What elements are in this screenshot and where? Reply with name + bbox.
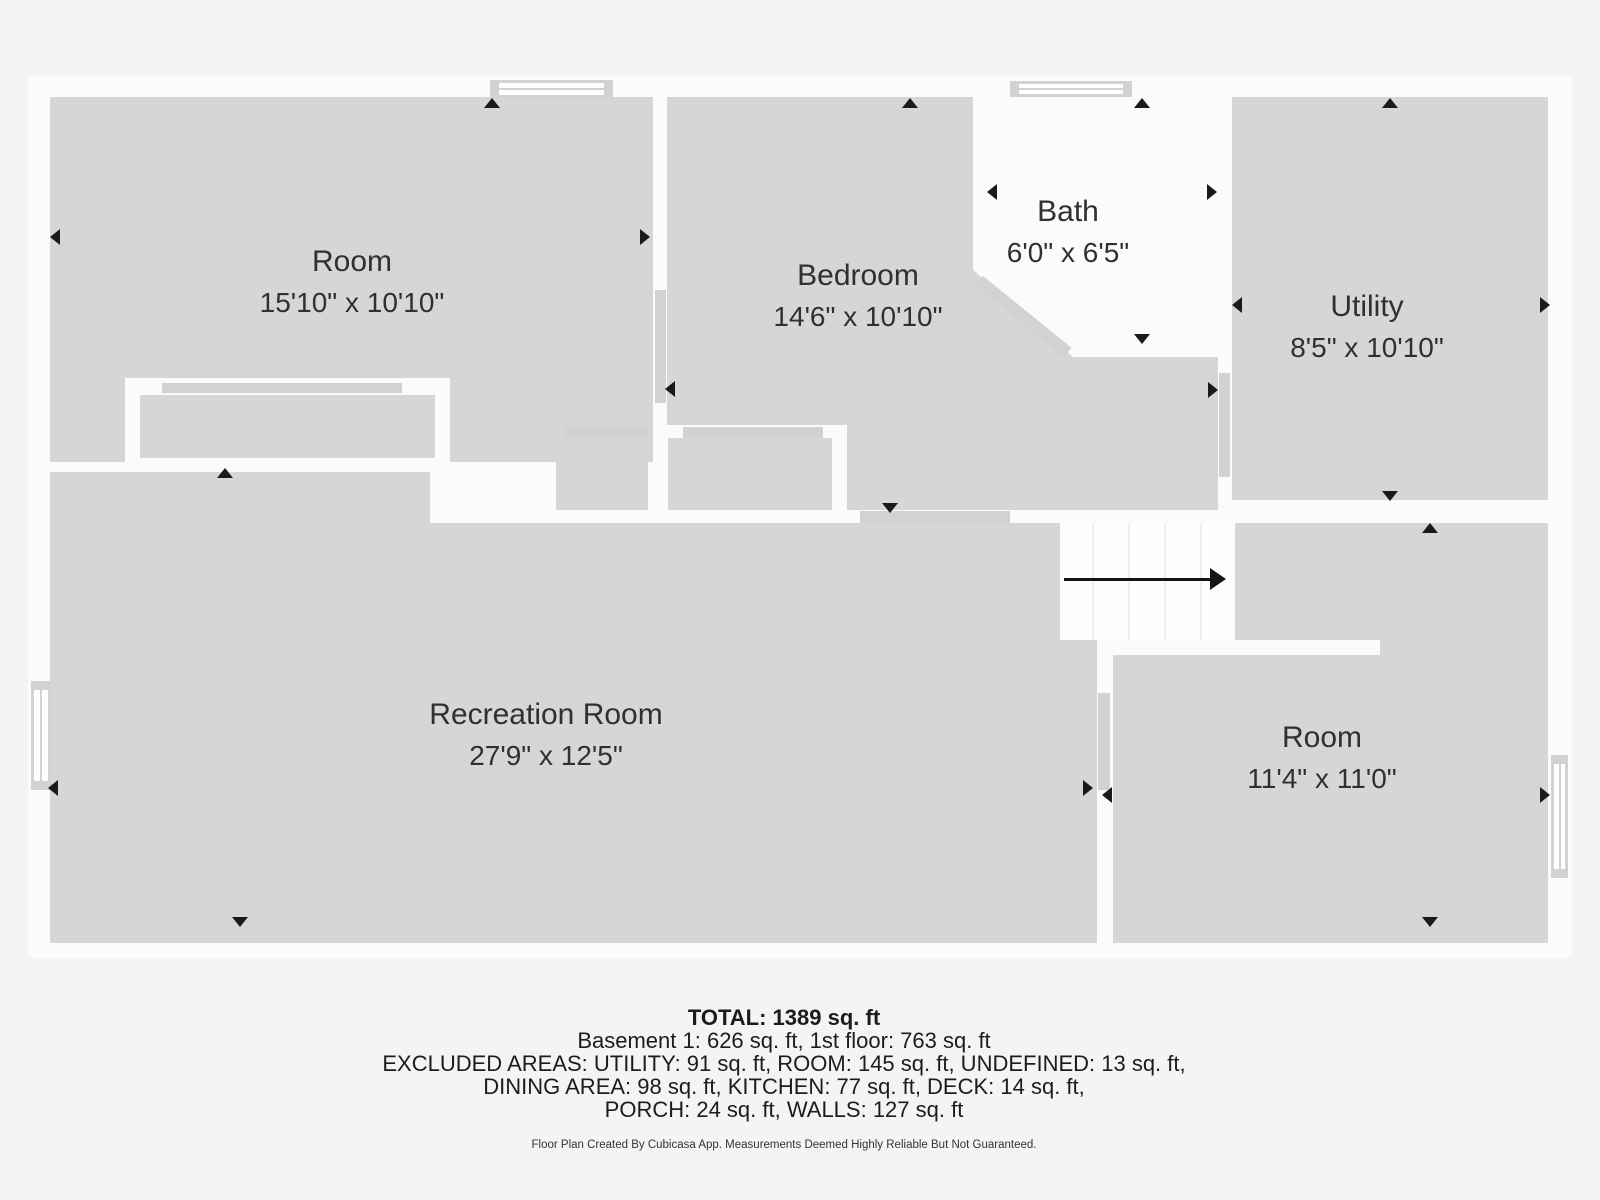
- direction-marker: [665, 381, 675, 397]
- window-mullion: [499, 88, 604, 90]
- direction-marker: [232, 917, 248, 927]
- room-name: Bedroom: [797, 259, 919, 292]
- closet-2-floor: [668, 438, 832, 510]
- direction-marker: [1134, 98, 1150, 108]
- room-bottom-right-floor-left: [1113, 655, 1235, 943]
- direction-marker: [882, 503, 898, 513]
- room-dimensions: 8'5" x 10'10": [1290, 332, 1444, 363]
- staircase: [1060, 523, 1235, 640]
- area-summary: [0, 1006, 1568, 1152]
- closet-1-window-bar: [565, 427, 648, 438]
- stairs-direction-arrow-icon: [1064, 578, 1212, 581]
- direction-marker: [640, 229, 650, 245]
- window-room-bottom-right: [1551, 755, 1568, 878]
- room-name: Room: [311, 245, 393, 278]
- direction-marker: [217, 468, 233, 478]
- room-dimensions: 27'9" x 12'5": [469, 740, 623, 771]
- direction-marker: [48, 780, 58, 796]
- excluded-areas-text: EXCLUDED AREAS: UTILITY: 91 sq. ft, ROOM: 145 sq. ft, UNDEFINED: 13 sq. ft,: [382, 1051, 1186, 1076]
- window-recreation-left: [31, 681, 51, 790]
- room-label-bath: [868, 191, 1268, 273]
- room-label-utility: [1167, 286, 1567, 368]
- door-hallway-utility: [1219, 373, 1230, 477]
- room-dimensions: 6'0" x 6'5": [1006, 237, 1130, 268]
- total-area-text: TOTAL: 1389 sq. ft: [687, 1005, 881, 1030]
- closet-1-floor: [556, 438, 648, 510]
- room-name: Utility: [1330, 290, 1404, 323]
- wall-room-bottom-right-top: [1097, 640, 1380, 655]
- direction-marker: [1208, 382, 1218, 398]
- stair-tread: [1200, 523, 1202, 640]
- stair-tread: [1164, 523, 1166, 640]
- room-dimensions: 14'6" x 10'10": [773, 301, 943, 332]
- disclaimer-text: Floor Plan Created By Cubicasa App. Measurements Deemed Highly Reliable But Not Guaranteed.: [531, 1139, 1037, 1151]
- stair-tread: [1128, 523, 1130, 640]
- direction-marker: [1422, 917, 1438, 927]
- room-label-top-left: [152, 241, 552, 323]
- room-dimensions: 11'4" x 11'0": [1247, 763, 1397, 794]
- direction-marker: [1382, 98, 1398, 108]
- direction-marker: [1083, 780, 1093, 796]
- closet-2-window-bar: [683, 427, 823, 438]
- window-mullion: [1019, 88, 1123, 90]
- room-label-bottom-right: [1122, 717, 1522, 799]
- window-mullion: [40, 690, 42, 781]
- window-room-top-left: [490, 80, 613, 98]
- room-name: Room: [1281, 721, 1363, 754]
- excluded-areas-text-3: PORCH: 24 sq. ft, WALLS: 127 sq. ft: [604, 1097, 964, 1122]
- window-bath: [1010, 81, 1132, 97]
- closet-top-left-floor: [140, 395, 435, 458]
- direction-marker: [1134, 334, 1150, 344]
- room-name: Recreation Room: [429, 698, 663, 731]
- stair-tread: [1092, 523, 1094, 640]
- stairs-direction-arrowhead-icon: [1210, 568, 1226, 590]
- direction-marker: [1382, 491, 1398, 501]
- direction-marker: [484, 98, 500, 108]
- closet-top-left-window-bar: [162, 383, 402, 393]
- door-recreation-room: [1098, 693, 1110, 790]
- direction-marker: [902, 98, 918, 108]
- excluded-areas-text-2: DINING AREA: 98 sq. ft, KITCHEN: 77 sq. ft, DECK: 14 sq. ft,: [483, 1074, 1085, 1099]
- direction-marker: [1102, 787, 1112, 803]
- bedroom-lower-floor: [847, 425, 1218, 510]
- direction-marker: [50, 229, 60, 245]
- room-name: Bath: [1037, 195, 1099, 228]
- floor-areas-text: Basement 1: 626 sq. ft, 1st floor: 763 sq. ft: [577, 1028, 991, 1053]
- room-label-recreation: [346, 694, 746, 776]
- direction-marker: [1540, 787, 1550, 803]
- direction-marker: [1422, 523, 1438, 533]
- window-mullion: [1559, 764, 1561, 869]
- room-dimensions: 15'10" x 10'10": [259, 287, 445, 318]
